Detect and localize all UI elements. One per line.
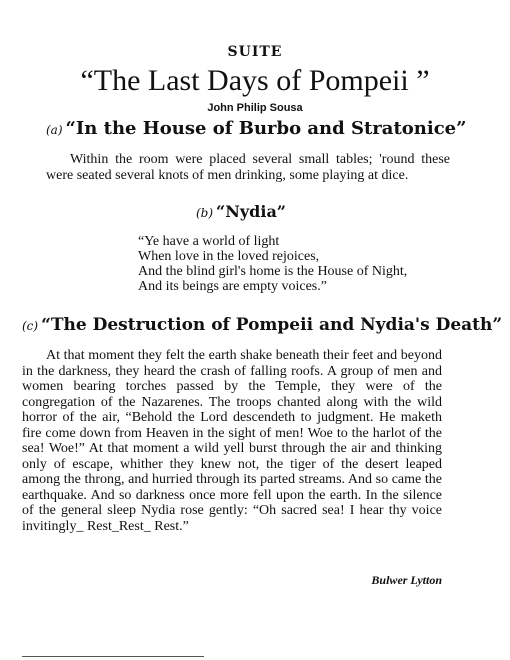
movement-b-title: “Nydia” bbox=[216, 202, 287, 221]
movement-b-letter: (b) bbox=[196, 206, 214, 220]
movement-a-text: Within the room were placed several small tables; 'round these were seated several knots of men drinking, some playing at dice. bbox=[46, 152, 450, 183]
movement-c-title: “The Destruction of Pompeii and Nydia's Death” bbox=[41, 315, 503, 335]
movement-a-heading bbox=[46, 118, 466, 139]
nydia-poem bbox=[138, 234, 458, 294]
movement-a-letter: (a) bbox=[46, 123, 63, 137]
movement-a-title: “In the House of Burbo and Stratonice” bbox=[65, 118, 467, 139]
bottom-rule bbox=[22, 656, 204, 657]
movement-c-heading bbox=[22, 315, 502, 335]
suite-label: SUITE bbox=[227, 44, 283, 60]
poem-line: And its beings are empty voices.” bbox=[138, 279, 327, 294]
poem-line: “Ye have a world of light bbox=[138, 234, 280, 249]
page-title: “The Last Days of Pompeii ” bbox=[80, 64, 430, 97]
poem-line: And the blind girl's home is the House of Night, bbox=[138, 264, 408, 279]
movement-b-heading bbox=[196, 202, 286, 221]
movement-c-letter: (c) bbox=[22, 319, 39, 333]
composer-name: John Philip Sousa bbox=[207, 102, 303, 114]
poem-line: When love in the loved rejoices, bbox=[138, 249, 320, 264]
movement-c-text: At that moment they felt the earth shake beneath their feet and beyond in the darkness, they heard the crash of falling roofs. A group of men and women bearing torches passed by the Temple, they were of the congregation of the Nazarenes. The troops chanted along with the wild horror of the air, “Behold the Lord descendeth to judgment. He maketh fire come down from Heaven in the sight of men! Woe to the harlot of the sea! Woe!” At that moment a wild yell burst through the air and thinking only of escape, whither they knew not, the tiger of the desert leaped among the throng, and hurried through its parted streams. And so came the earthquake. And so darkness once more fell upon the earth. In the silence of the general sleep Nydia rose gently: “Oh sacred sea! I hear thy voice invitingly_ Rest_Rest_ Rest.” bbox=[22, 348, 442, 534]
author-attribution: Bulwer Lytton bbox=[371, 573, 442, 587]
